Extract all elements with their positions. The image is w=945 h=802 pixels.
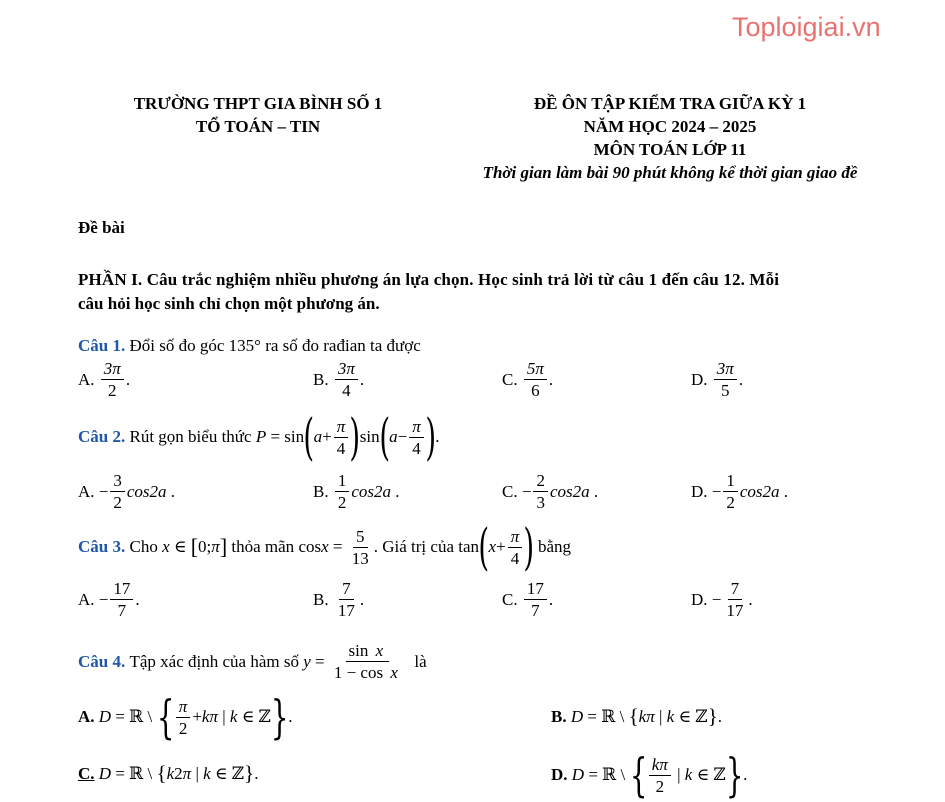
question-4: Câu 4. Tập xác định của hàm số y = $\frac{\text{sin x}}{\text{1 − cos x}}$ là: [78, 641, 427, 682]
q2-option-a[interactable]: A. − $\frac{3}{2}$ cos2a .: [78, 471, 176, 512]
question-3-label: Câu 3.: [78, 537, 126, 556]
question-4-label: Câu 4.: [78, 651, 126, 671]
fraction: $\frac{3\pi}{4}$: [335, 358, 358, 401]
q2-option-c[interactable]: C. − $\frac{2}{3}$ cos2a .: [502, 471, 599, 512]
school-year: NĂM HỌC 2024 – 2025: [583, 117, 757, 136]
q1-option-c[interactable]: C. $\frac{5\pi}{6}$ .: [502, 359, 554, 400]
q3-option-d[interactable]: D. − $\frac{7}{17}$ .: [691, 579, 753, 620]
watermark: Toploigiai.vn: [732, 12, 881, 42]
option-key: D.: [691, 369, 708, 389]
q3-option-c[interactable]: C. $\frac{17}{7}$ .: [502, 579, 554, 620]
option-key: C.: [502, 369, 518, 389]
q4-option-b[interactable]: B. D = ℝ \ { kπ | k ∈ ℤ } .: [551, 704, 723, 728]
q1-option-b[interactable]: B. $\frac{3\pi}{4}$ .: [313, 359, 365, 400]
q3-option-b[interactable]: B. $\frac{7}{17}$ .: [313, 579, 365, 620]
question-1-text: Đổi số đo góc 135° ra số đo rađian ta được: [129, 336, 421, 355]
option-key: B.: [313, 369, 329, 389]
q1-option-a[interactable]: A. $\frac{3\pi}{2}$ .: [78, 359, 131, 400]
q2-option-b[interactable]: B. $\frac{1}{2}$ cos2a .: [313, 471, 400, 512]
question-2-label: Câu 2.: [78, 427, 126, 446]
question-2: Câu 2. Rút gọn biểu thức P = sin ( a + $\frac{\pi}{4}$ ) sin ( a − $\frac{\pi}{4}$ ) .: [78, 408, 440, 466]
time-note: Thời gian làm bài 90 phút không kể thời gian giao đề: [482, 163, 858, 182]
question-1: [78, 336, 421, 356]
department: TỔ TOÁN – TIN: [195, 117, 321, 136]
part1-instructions: [78, 268, 904, 316]
question-3: Câu 3. Cho x ∈ [ 0; π ] thỏa mãn cos x = $\frac{5}{13}$ . Giá trị của tan ( x + $\frac{\pi}{4}$ ) bằng: [78, 518, 572, 576]
header-left: [88, 92, 428, 138]
q2-option-d[interactable]: D. − $\frac{1}{2}$ cos2a .: [691, 471, 789, 512]
q4-option-d[interactable]: D. D = ℝ \ { $\frac{k\pi}{2}$ | k ∈ ℤ } .: [551, 748, 748, 802]
q4-option-a[interactable]: A. D = ℝ \ { $\frac{\pi}{2}$ + kπ | k ∈ ℤ } .: [78, 690, 293, 744]
exam-title: ĐỀ ÔN TẬP KIỂM TRA GIỮA KỲ 1: [533, 94, 807, 113]
subject: MÔN TOÁN LỚP 11: [593, 140, 747, 159]
option-key: A.: [78, 369, 95, 389]
fraction: $\frac{3\pi}{2}$: [101, 358, 124, 401]
part1-line2: câu hỏi học sinh chỉ chọn một phương án.: [78, 294, 380, 313]
question-2-text: Rút gọn biểu thức: [129, 427, 252, 446]
q1-option-d[interactable]: D. $\frac{3\pi}{5}$ .: [691, 359, 744, 400]
fraction: $\frac{3\pi}{5}$: [714, 358, 737, 401]
fraction: $\frac{5\pi}{6}$: [524, 358, 547, 401]
part1-line1: PHẦN I. Câu trắc nghiệm nhiều phương án lựa chọn. Học sinh trả lời từ câu 1 đến câu 12. Mỗi: [78, 270, 780, 289]
question-1-label: Câu 1.: [78, 336, 126, 355]
header-right: [430, 92, 910, 184]
q3-option-a[interactable]: A. − $\frac{17}{7}$ .: [78, 579, 140, 620]
q4-option-c[interactable]: C. D = ℝ \ { k 2 π | k ∈ ℤ } .: [78, 761, 259, 785]
school-name: TRƯỜNG THPT GIA BÌNH SỐ 1: [133, 94, 383, 113]
section-title: Đề bài: [78, 218, 125, 237]
